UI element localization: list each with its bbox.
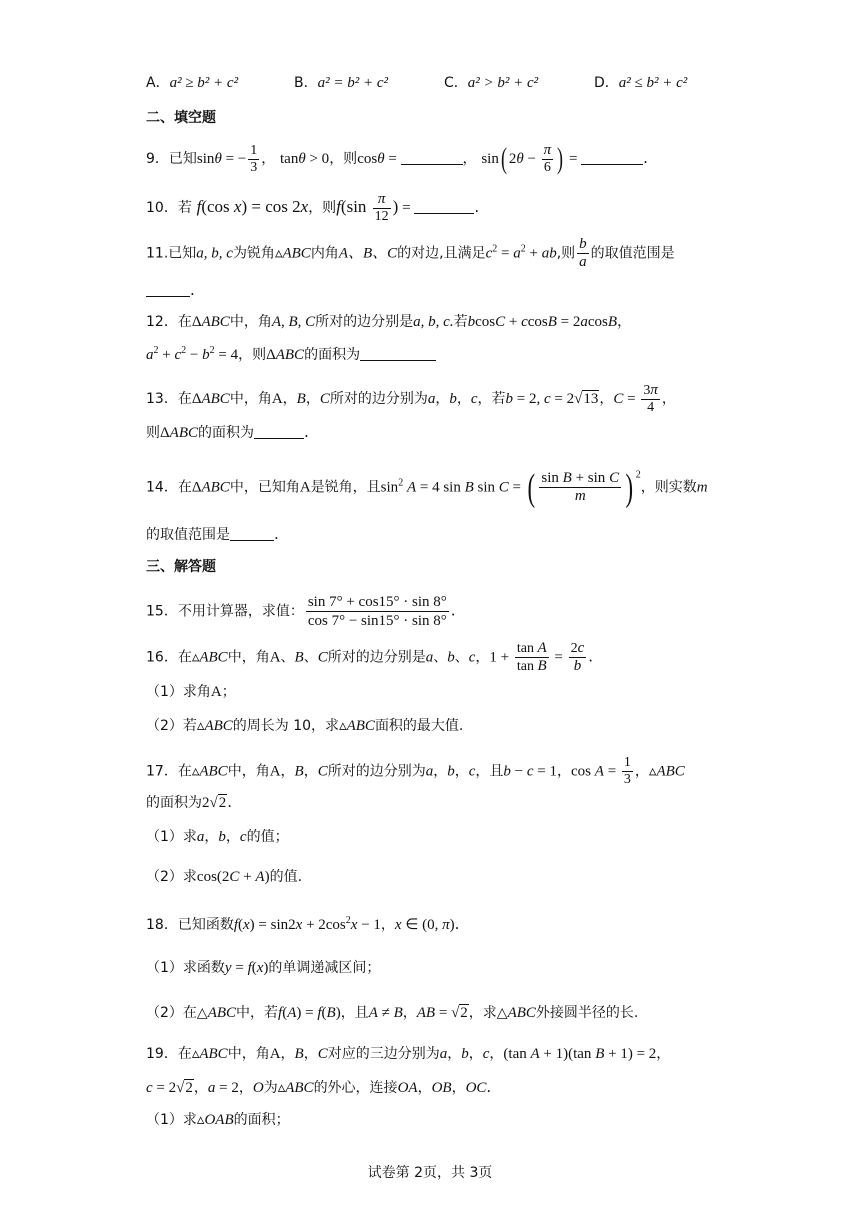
question-13-line-2: 则ΔABC的面积为 .: [146, 423, 309, 441]
page-footer: 试卷第 2页，共 3页: [367, 1165, 493, 1181]
option-d: D．a² ≤ b² + c²: [594, 75, 688, 91]
section-heading-solutions: 三、解答题: [146, 559, 216, 575]
section-heading-fill-in: 二、填空题: [146, 110, 216, 126]
question-11-answer-line: .: [146, 280, 195, 300]
question-10: 10．若 f(cos x) = cos 2x，则f(sin $\frac{\pi}{12}$ ) = .: [146, 191, 480, 224]
option-b: B．a² = b² + c²: [294, 75, 389, 91]
question-16-part-2: （2）若▵ABC的周长为 10，求▵ABC面积的最大值.: [146, 718, 464, 734]
option-c: C．a² > b² + c²: [444, 75, 539, 91]
question-17-line-2: 的面积为2√2.: [146, 793, 233, 811]
question-15: 15．不用计算器，求值： $\frac{\sin 7^\circ + \cos 15^\circ \cdot \sin 8^\circ}{\cos 7^\circ - \sin 15^\circ \cdot \sin 8^\circ}$ .: [146, 594, 456, 629]
question-14-line-2: 的取值范围是 .: [146, 525, 279, 543]
question-14: 14．在ΔABC中，已知角A是锐角，且$\sin^2 A = 4$ sin B sin C = ( $\frac{\text{sin B + sin C}}{m}$ ) $^2$，则实数m: [146, 466, 708, 509]
question-9: 9．已知sinθ = − $\frac{1}{3}$ ， tanθ > 0，则cosθ = ， sin( 2θ − $\frac{\pi}{6}$ ) = .: [146, 142, 648, 175]
question-16-part-1: （1）求角A；: [146, 684, 236, 700]
question-19: 19．在▵ABC中，角A，B，C对应的三边分别为a，b，c，(tan A + 1)(tan B + 1) = 2，: [146, 1046, 671, 1062]
question-12: 12．在ΔABC中，角A, B, C所对的边分别是a, b, c.若bcosC + ccosB = 2acosB，: [146, 314, 632, 330]
question-17: 17．在▵ABC中，角A，B，C所对的边分别为a，b，c，且b − c = 1，cos A = $\frac{1}{3}$ ，▵ABC: [146, 755, 685, 787]
question-19-part-1: （1）求▵OAB的面积；: [146, 1112, 290, 1128]
question-13: 13．在ΔABC中，角A，B，C所对的边分别为a，b，c，若b = 2, c = 2√13，C = $\frac{3\pi}{4}$ ，: [146, 382, 676, 415]
question-18-part-1: （1）求函数y = f(x)的单调递减区间；: [146, 960, 381, 976]
question-17-part-1: （1）求a，b，c的值；: [146, 829, 289, 845]
question-19-line-2: c = 2√2，a = 2，O为▵ABC的外心，连接OA，OB，OC.: [146, 1078, 492, 1096]
question-12-line-2: $a^2 + c^2 - b^2 = 4$，则ΔABC的面积为: [146, 344, 436, 365]
question-18-part-2: （2）在△ABC中，若f(A) = f(B)，且A ≠ B，AB = √2，求△ABC外接圆半径的长.: [146, 1005, 639, 1021]
question-18: 18．已知函数$f(x) = \sin 2x + 2\cos^2x - 1$，x ∈ (0, π).: [146, 915, 460, 933]
question-17-part-2: （2）求cos(2C + A)的值.: [146, 869, 303, 885]
option-a: A．a² ≥ b² + c²: [146, 75, 239, 91]
question-11: 11.已知a, b, c为锐角▵ABC内角A、B、C的对边,且满足$c^2 = a^2$ + ab,则 $\frac{b}{a}$ 的取值范围是: [146, 236, 675, 270]
question-16: 16．在▵ABC中，角A、B、C所对的边分别是a、b、c，1 + $\frac{\text{tan A}}{\text{tan B}}$ = $\frac{2c}{b}$ .: [146, 640, 594, 674]
